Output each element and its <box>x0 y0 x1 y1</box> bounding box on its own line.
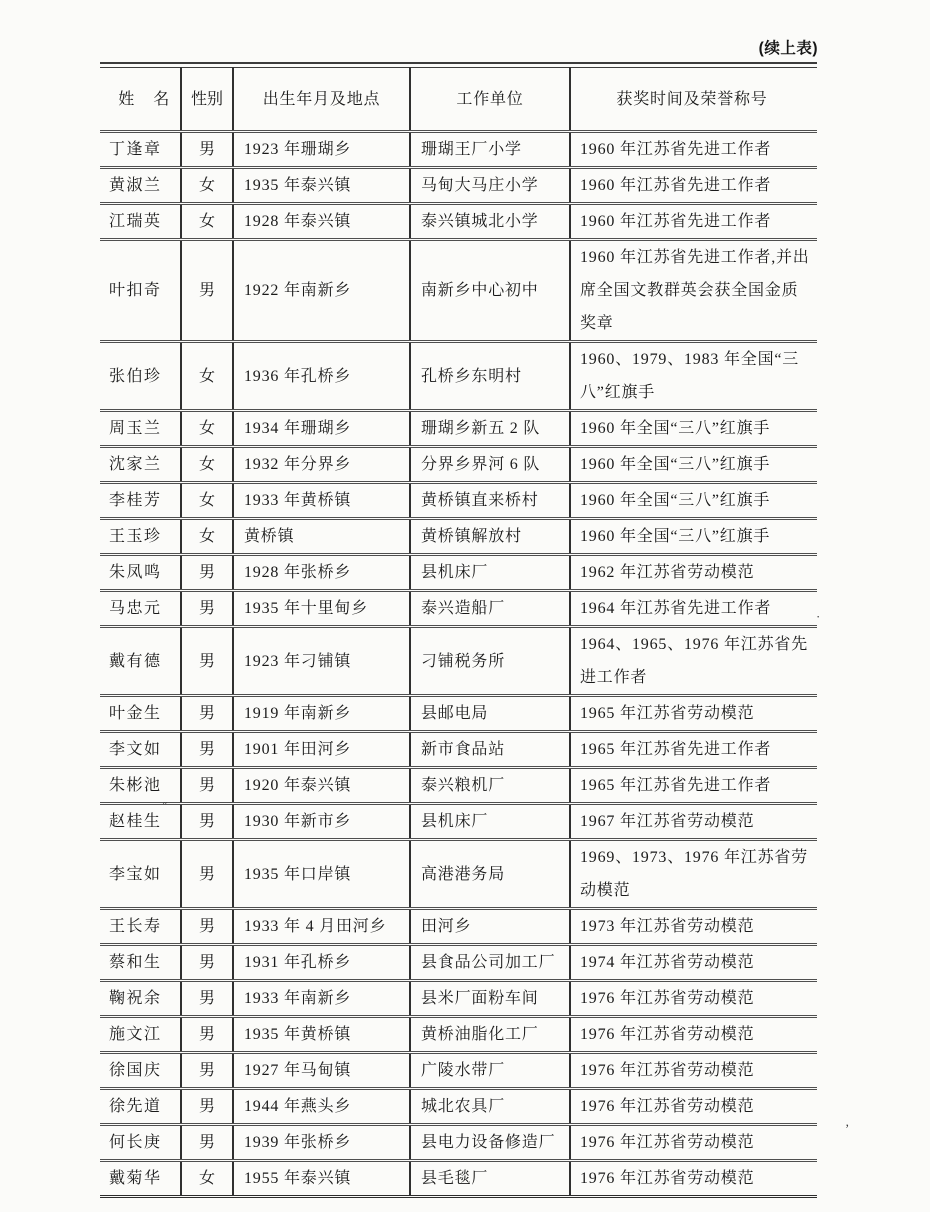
cell-gender: 男 <box>181 804 233 840</box>
cell-name: 徐国庆 <box>100 1053 181 1089</box>
cell-name: 黄淑兰 <box>100 168 181 204</box>
cell-birth: 1935 年泰兴镇 <box>233 168 410 204</box>
cell-work: 高港港务局 <box>410 840 570 909</box>
cell-birth: 1901 年田河乡 <box>233 732 410 768</box>
cell-birth: 1927 年马甸镇 <box>233 1053 410 1089</box>
cell-name: 赵桂生 <box>100 804 181 840</box>
table-row <box>100 483 817 519</box>
table-body <box>100 132 817 1197</box>
cell-name: 朱彬池 <box>100 768 181 804</box>
cell-name: 李桂芳 <box>100 483 181 519</box>
table-header <box>100 68 817 132</box>
cell-name: 叶扣奇 <box>100 240 181 342</box>
table-row <box>100 1161 817 1197</box>
cell-name: 徐先道 <box>100 1089 181 1125</box>
cell-birth: 1932 年分界乡 <box>233 447 410 483</box>
cell-gender: 男 <box>181 240 233 342</box>
cell-award: 1965 年江苏省劳动模范 <box>570 696 817 732</box>
cell-award: 1976 年江苏省劳动模范 <box>570 1161 817 1197</box>
cell-work: 分界乡界河 6 队 <box>410 447 570 483</box>
cell-birth: 1919 年南新乡 <box>233 696 410 732</box>
scan-artifact: · <box>816 609 821 624</box>
cell-work: 县邮电局 <box>410 696 570 732</box>
cell-gender: 男 <box>181 591 233 627</box>
cell-name: 何长庚 <box>100 1125 181 1161</box>
cell-work: 县米厂面粉车间 <box>410 981 570 1017</box>
table-row <box>100 909 817 945</box>
cell-birth: 1928 年泰兴镇 <box>233 204 410 240</box>
cell-birth: 1931 年孔桥乡 <box>233 945 410 981</box>
cell-work: 城北农具厂 <box>410 1089 570 1125</box>
cell-award: 1962 年江苏省劳动模范 <box>570 555 817 591</box>
cell-birth: 1933 年 4 月田河乡 <box>233 909 410 945</box>
cell-award: 1976 年江苏省劳动模范 <box>570 1053 817 1089</box>
table-row <box>100 768 817 804</box>
cell-name: 沈家兰 <box>100 447 181 483</box>
cell-award: 1960 年全国“三八”红旗手 <box>570 519 817 555</box>
cell-award: 1965 年江苏省先进工作者 <box>570 732 817 768</box>
table-row <box>100 204 817 240</box>
cell-work: 泰兴粮机厂 <box>410 768 570 804</box>
table-row <box>100 1089 817 1125</box>
cell-work: 县机床厂 <box>410 804 570 840</box>
cell-work: 县食品公司加工厂 <box>410 945 570 981</box>
table-row <box>100 732 817 768</box>
cell-work: 南新乡中心初中 <box>410 240 570 342</box>
cell-gender: 女 <box>181 168 233 204</box>
cell-birth: 1928 年张桥乡 <box>233 555 410 591</box>
cell-award: 1964、1965、1976 年江苏省先进工作者 <box>570 627 817 696</box>
table-row <box>100 555 817 591</box>
cell-name: 王长寿 <box>100 909 181 945</box>
cell-work: 田河乡 <box>410 909 570 945</box>
table-row <box>100 981 817 1017</box>
cell-work: 黄桥油脂化工厂 <box>410 1017 570 1053</box>
cell-gender: 男 <box>181 909 233 945</box>
cell-award: 1973 年江苏省劳动模范 <box>570 909 817 945</box>
cell-name: 马忠元 <box>100 591 181 627</box>
cell-gender: 男 <box>181 1053 233 1089</box>
cell-birth: 1923 年珊瑚乡 <box>233 132 410 168</box>
cell-gender: 男 <box>181 732 233 768</box>
header-row <box>100 68 817 132</box>
table-row <box>100 1125 817 1161</box>
cell-award: 1960 年江苏省先进工作者 <box>570 132 817 168</box>
cell-work: 县毛毯厂 <box>410 1161 570 1197</box>
cell-birth: 1935 年十里甸乡 <box>233 591 410 627</box>
cell-birth: 1933 年黄桥镇 <box>233 483 410 519</box>
cell-name: 江瑞英 <box>100 204 181 240</box>
cell-gender: 男 <box>181 627 233 696</box>
cell-award: 1960 年全国“三八”红旗手 <box>570 447 817 483</box>
table-row <box>100 1017 817 1053</box>
cell-work: 珊瑚乡新五 2 队 <box>410 411 570 447</box>
cell-award: 1960 年江苏省先进工作者,并出席全国文教群英会获全国金质奖章 <box>570 240 817 342</box>
cell-award: 1967 年江苏省劳动模范 <box>570 804 817 840</box>
cell-award: 1976 年江苏省劳动模范 <box>570 981 817 1017</box>
cell-birth: 1930 年新市乡 <box>233 804 410 840</box>
table-row <box>100 840 817 909</box>
cell-work: 新市食品站 <box>410 732 570 768</box>
cell-birth: 1920 年泰兴镇 <box>233 768 410 804</box>
table-row <box>100 591 817 627</box>
cell-award: 1960 年江苏省先进工作者 <box>570 168 817 204</box>
awards-table <box>100 67 817 1198</box>
cell-birth: 1936 年孔桥乡 <box>233 342 410 411</box>
cell-award: 1960 年江苏省先进工作者 <box>570 204 817 240</box>
cell-work: 县机床厂 <box>410 555 570 591</box>
cell-birth: 1935 年口岸镇 <box>233 840 410 909</box>
cell-gender: 男 <box>181 1125 233 1161</box>
cell-award: 1965 年江苏省先进工作者 <box>570 768 817 804</box>
table-row <box>100 132 817 168</box>
cell-award: 1960 年全国“三八”红旗手 <box>570 483 817 519</box>
cell-gender: 女 <box>181 483 233 519</box>
cell-name: 戴菊华 <box>100 1161 181 1197</box>
cell-award: 1974 年江苏省劳动模范 <box>570 945 817 981</box>
cell-work: 泰兴造船厂 <box>410 591 570 627</box>
cell-work: 广陵水带厂 <box>410 1053 570 1089</box>
table-row <box>100 342 817 411</box>
cell-work: 珊瑚王厂小学 <box>410 132 570 168</box>
table-row <box>100 240 817 342</box>
cell-gender: 女 <box>181 447 233 483</box>
cell-gender: 男 <box>181 1017 233 1053</box>
cell-gender: 男 <box>181 696 233 732</box>
cell-name: 李宝如 <box>100 840 181 909</box>
cell-birth: 1934 年珊瑚乡 <box>233 411 410 447</box>
cell-award: 1964 年江苏省先进工作者 <box>570 591 817 627</box>
cell-birth: 黄桥镇 <box>233 519 410 555</box>
cell-gender: 女 <box>181 204 233 240</box>
table-row <box>100 945 817 981</box>
cell-gender: 男 <box>181 840 233 909</box>
continuation-label: (续上表) <box>758 40 818 57</box>
table-row <box>100 411 817 447</box>
cell-work: 泰兴镇城北小学 <box>410 204 570 240</box>
cell-gender: 男 <box>181 945 233 981</box>
cell-award: 1960 年全国“三八”红旗手 <box>570 411 817 447</box>
cell-gender: 女 <box>181 519 233 555</box>
cell-name: 鞠祝余 <box>100 981 181 1017</box>
table-row <box>100 627 817 696</box>
cell-gender: 男 <box>181 555 233 591</box>
table-row <box>100 696 817 732</box>
cell-gender: 男 <box>181 1089 233 1125</box>
cell-work: 孔桥乡东明村 <box>410 342 570 411</box>
cell-birth: 1944 年燕头乡 <box>233 1089 410 1125</box>
cell-birth: 1922 年南新乡 <box>233 240 410 342</box>
cell-gender: 女 <box>181 342 233 411</box>
cell-work: 马甸大马庄小学 <box>410 168 570 204</box>
table-row <box>100 168 817 204</box>
cell-work: 黄桥镇直来桥村 <box>410 483 570 519</box>
awards-table-wrap <box>100 62 817 1198</box>
header-birth: 出生年月及地点 <box>233 68 410 132</box>
table-row <box>100 1053 817 1089</box>
cell-gender: 男 <box>181 768 233 804</box>
cell-gender: 男 <box>181 132 233 168</box>
cell-name: 王玉珍 <box>100 519 181 555</box>
scan-artifact: ʼ <box>845 1121 850 1136</box>
cell-name: 蔡和生 <box>100 945 181 981</box>
cell-birth: 1955 年泰兴镇 <box>233 1161 410 1197</box>
table-row <box>100 519 817 555</box>
cell-birth: 1933 年南新乡 <box>233 981 410 1017</box>
cell-gender: 女 <box>181 1161 233 1197</box>
header-name: 姓 名 <box>100 68 181 132</box>
table-row <box>100 804 817 840</box>
cell-name: 丁逢章 <box>100 132 181 168</box>
cell-name: 张伯珍 <box>100 342 181 411</box>
cell-name: 戴有德 <box>100 627 181 696</box>
cell-work: 刁铺税务所 <box>410 627 570 696</box>
header-gender: 性别 <box>181 68 233 132</box>
cell-birth: 1939 年张桥乡 <box>233 1125 410 1161</box>
cell-name: 周玉兰 <box>100 411 181 447</box>
cell-work: 县电力设备修造厂 <box>410 1125 570 1161</box>
cell-award: 1976 年江苏省劳动模范 <box>570 1017 817 1053</box>
cell-award: 1976 年江苏省劳动模范 <box>570 1089 817 1125</box>
cell-name: 李文如 <box>100 732 181 768</box>
cell-award: 1960、1979、1983 年全国“三八”红旗手 <box>570 342 817 411</box>
cell-birth: 1923 年刁铺镇 <box>233 627 410 696</box>
cell-award: 1969、1973、1976 年江苏省劳动模范 <box>570 840 817 909</box>
cell-name: 朱凤鸣 <box>100 555 181 591</box>
cell-award: 1976 年江苏省劳动模范 <box>570 1125 817 1161</box>
table-row <box>100 447 817 483</box>
cell-work: 黄桥镇解放村 <box>410 519 570 555</box>
header-work: 工作单位 <box>410 68 570 132</box>
cell-name: 叶金生 <box>100 696 181 732</box>
cell-name: 施文江 <box>100 1017 181 1053</box>
cell-birth: 1935 年黄桥镇 <box>233 1017 410 1053</box>
cell-gender: 男 <box>181 981 233 1017</box>
header-award: 获奖时间及荣誉称号 <box>570 68 817 132</box>
scan-artifact: ˝ <box>163 799 168 814</box>
cell-gender: 女 <box>181 411 233 447</box>
